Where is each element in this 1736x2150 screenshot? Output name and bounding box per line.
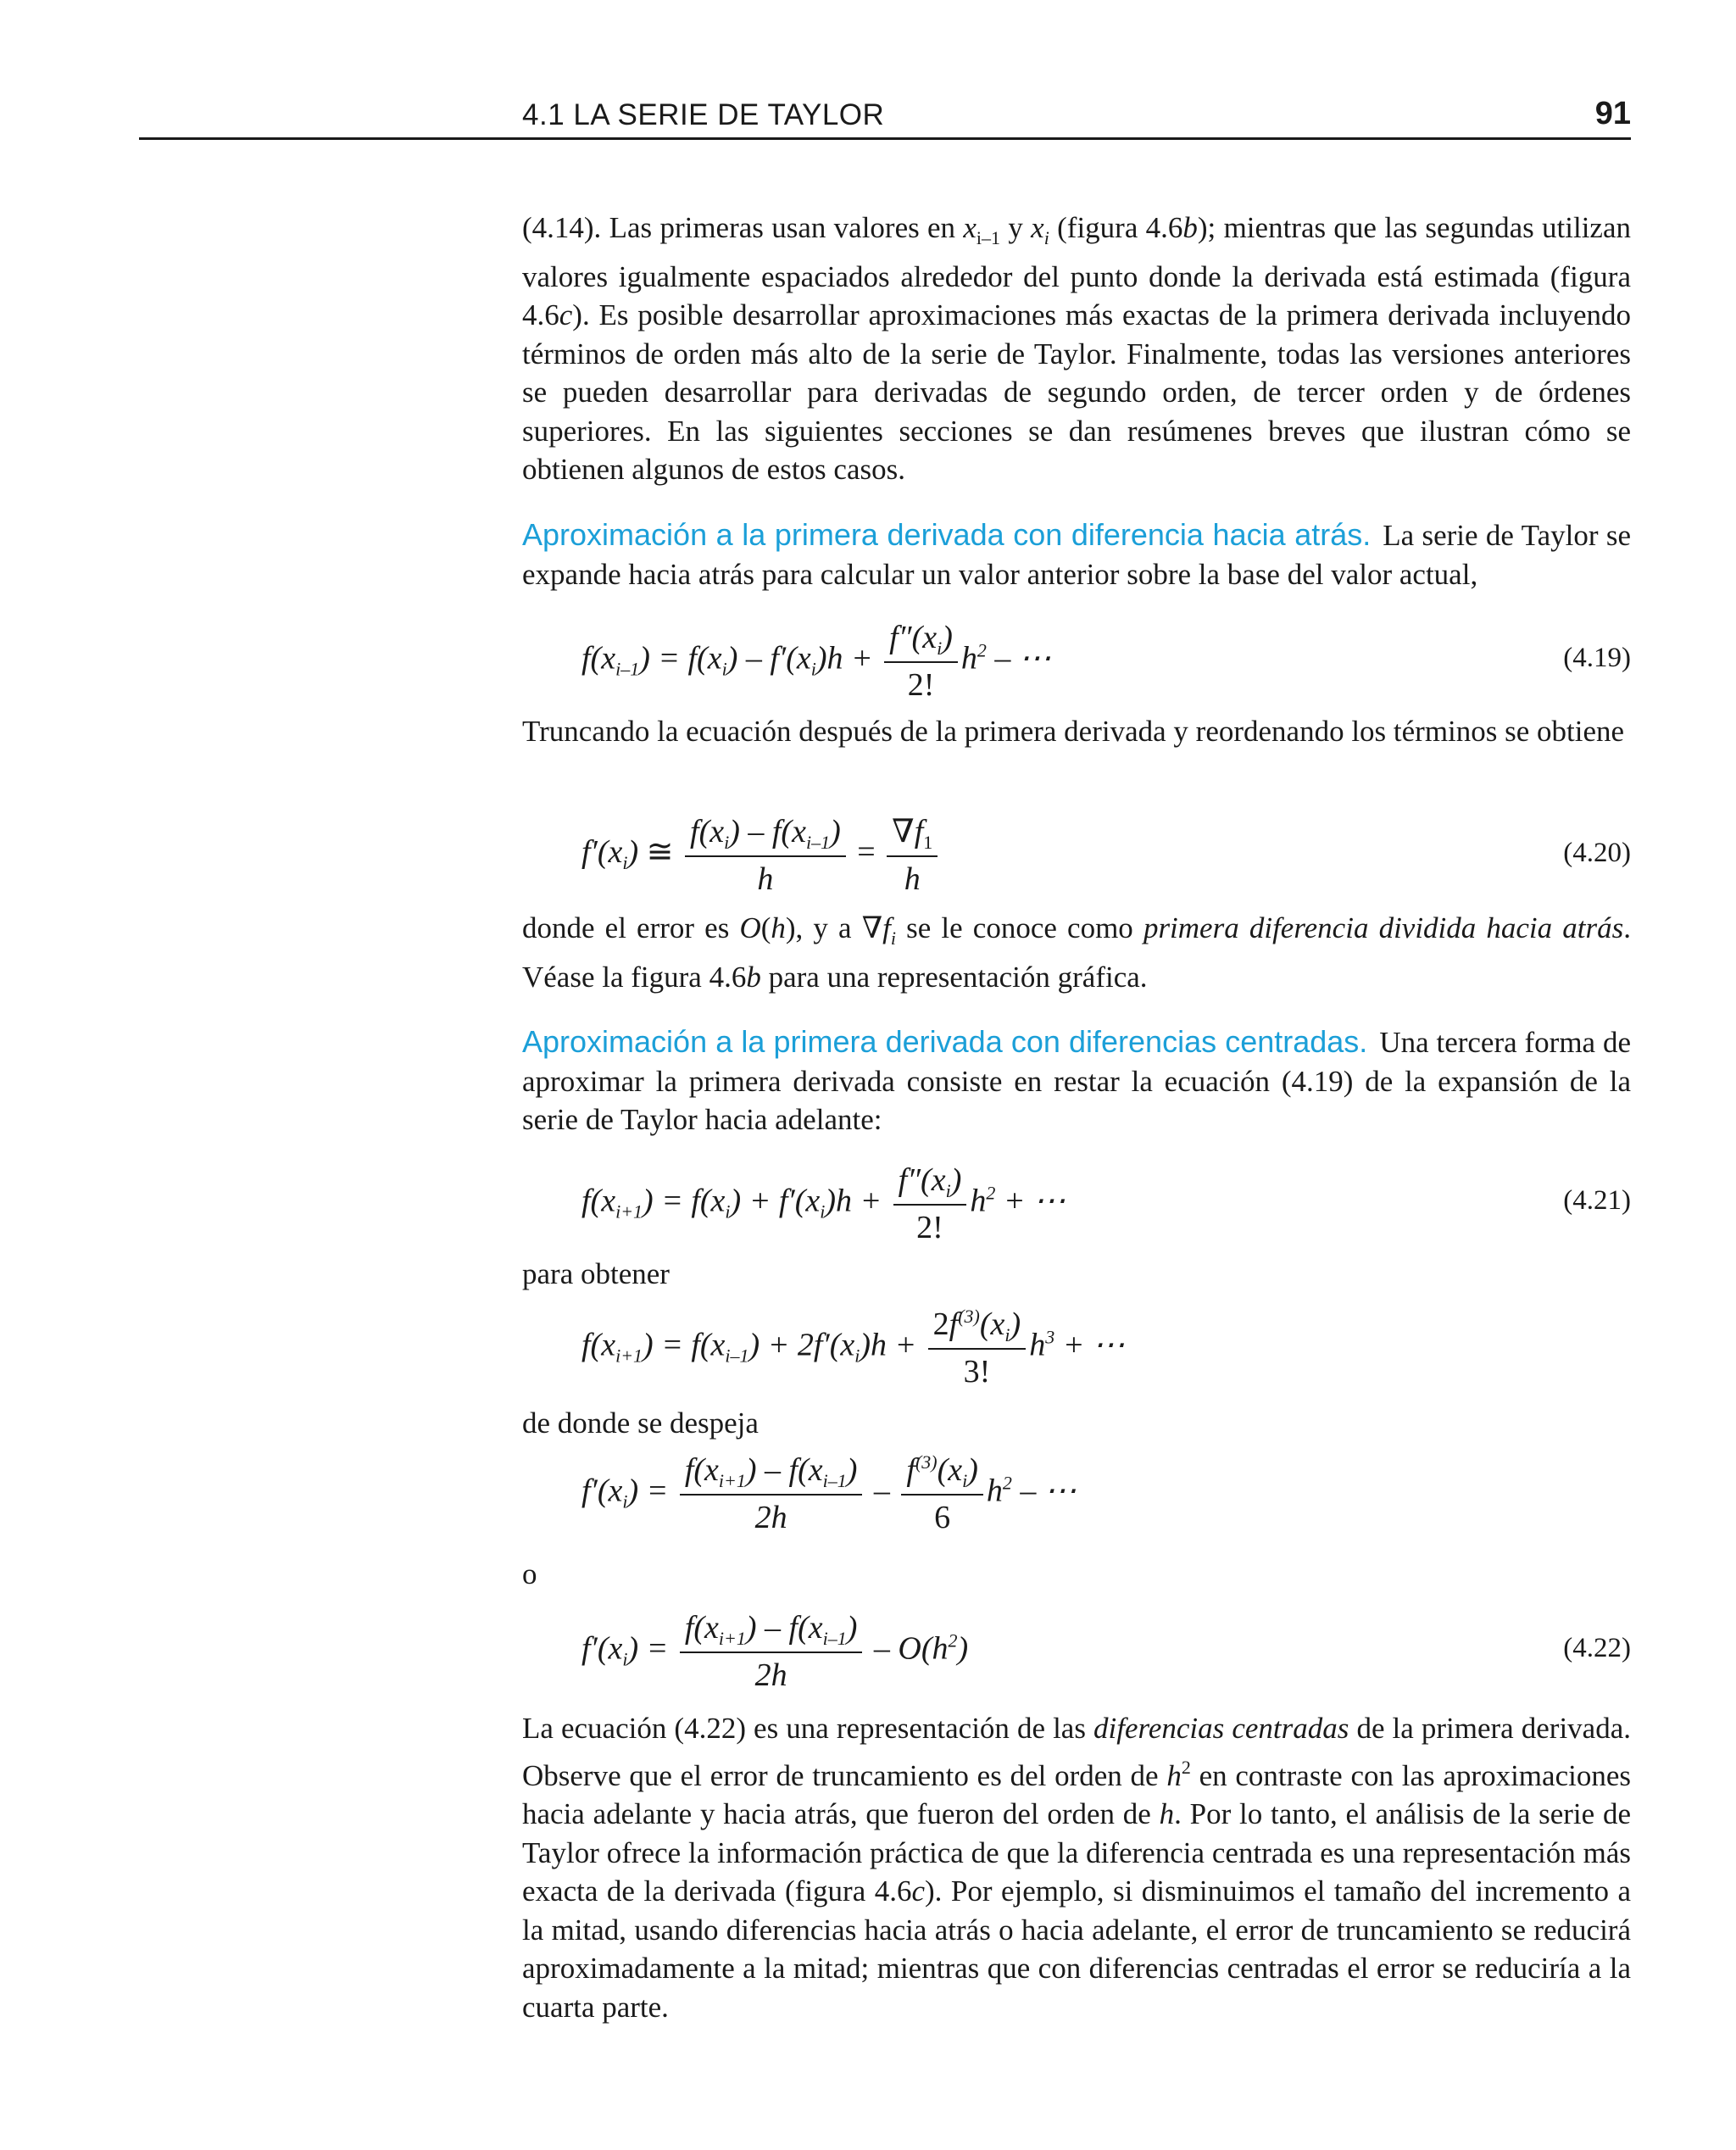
centered-difference-paragraph: Aproximación a la primera derivada con diferencias centradas. Una tercera forma de aproximar la primera derivada consiste en restar la ecuación (4.19) de la expansión de la serie de Taylor hacia adelante:: [522, 1024, 1631, 1136]
centered-difference-heading: Aproximación a la primera derivada con diferencias centradas.: [522, 1024, 1368, 1059]
backward-difference-paragraph: Aproximación a la primera derivada con diferencia hacia atrás. La serie de Taylor se expande hacia atrás para calcular un valor anterior sobre la base del valor actual,: [522, 517, 1631, 591]
equation-number: (4.22): [1563, 1633, 1631, 1663]
error-paragraph: donde el error es O(h), y a $\nabla f_i$ se le conoce como primera diferencia dividida hacia atrás. Véase la figura 4.6b para una representación gráfica.: [522, 911, 1631, 994]
equation-number: (4.19): [1563, 643, 1631, 673]
despeja-text: de donde se despeja: [522, 1406, 759, 1440]
conclusion-paragraph: La ecuación (4.22) es una representación de las diferencias centradas de la primera derivada. Observe que el error de truncamiento es del orden de $h^2$ en contraste con las aproximaciones hacia adelante y hacia atrás, que fueron del orden de h. Por lo tanto, el análisis de la serie de Taylor ofrece la información práctica de que la diferencia centrada es una representación más exacta de la derivada (figura 4.6c). Por ejemplo, si disminuimos el tamaño del incremento a la mitad, usando diferencias hacia atrás o hacia adelante, el error de truncamiento se reducirá aproximadamente a la mitad; mientras que con diferencias centradas el error se reduciría a la cuarta parte.: [522, 1712, 1631, 2024]
equation-4-20: $f'(x_i)$ ≅ $\frac{f(x_i) - f(x_{i-1})}{h}$ = $\frac{\nabla f_1}{h}$ (4.20): [581, 813, 1631, 897]
equation-unnumbered-1: $f(x_{i+1}) = f(x_{i-1}) + 2f'(x_i)h$ + $\frac{2f^{(3)}(x_i)}{3!}$ $h^3$ + ⋯: [581, 1306, 1125, 1390]
equation-unnumbered-2: $f'(x_i)$ = $\frac{f(x_{i+1}) - f(x_{i-1})}{2h}$ – $\frac{f^{(3)}(x_i)}{6}$ $h^2$ – ⋯: [581, 1451, 1077, 1535]
o-text: o: [522, 1557, 537, 1590]
page-header: [139, 92, 1631, 140]
equation-4-21: $f(x_{i+1}) = f(x_i) + f'(x_i)h$ + $\frac{f''(x_i)}{2!}$ $h^2$ + ⋯ (4.21): [581, 1162, 1631, 1245]
backward-difference-heading: Aproximación a la primera derivada con diferencia hacia atrás.: [522, 517, 1372, 552]
equation-number: (4.20): [1563, 838, 1631, 868]
equation-4-22: $f'(x_i)$ = $\frac{f(x_{i+1}) - f(x_{i-1})}{2h}$ – $O(h^2)$ (4.22): [581, 1610, 1631, 1693]
intro-paragraph: (4.14). Las primeras usan valores en $x_{i-1}$ y $x_i$ (figura 4.6b); mientras que las segundas utilizan valores igualmente espaciados alrededor del punto donde la derivada está estimada (figura 4.6c). Es posible desarrollar aproximaciones más exactas de la primera derivada incluyendo términos de orden más alto de la serie de Taylor. Finalmente, todas las versiones anteriores se pueden desarrollar para derivadas de segundo orden, de tercer orden y de órdenes superiores. En las siguientes secciones se dan resúmenes breves que ilustran cómo se obtienen algunos de estos casos.: [522, 211, 1631, 486]
truncation-text: Truncando la ecuación después de la primera derivada y reordenando los términos se obtiene: [522, 715, 1625, 748]
para-obtener-text: para obtener: [522, 1257, 670, 1290]
equation-4-19: $f(x_{i-1}) = f(x_i) - f'(x_i)h$ + $\frac{f''(x_i)}{2!}$ $h^2$ – ⋯ (4.19): [581, 620, 1631, 703]
section-title: 4.1 LA SERIE DE TAYLOR: [522, 98, 885, 131]
equation-number: (4.21): [1563, 1185, 1631, 1216]
page-number: 91: [1594, 96, 1631, 131]
